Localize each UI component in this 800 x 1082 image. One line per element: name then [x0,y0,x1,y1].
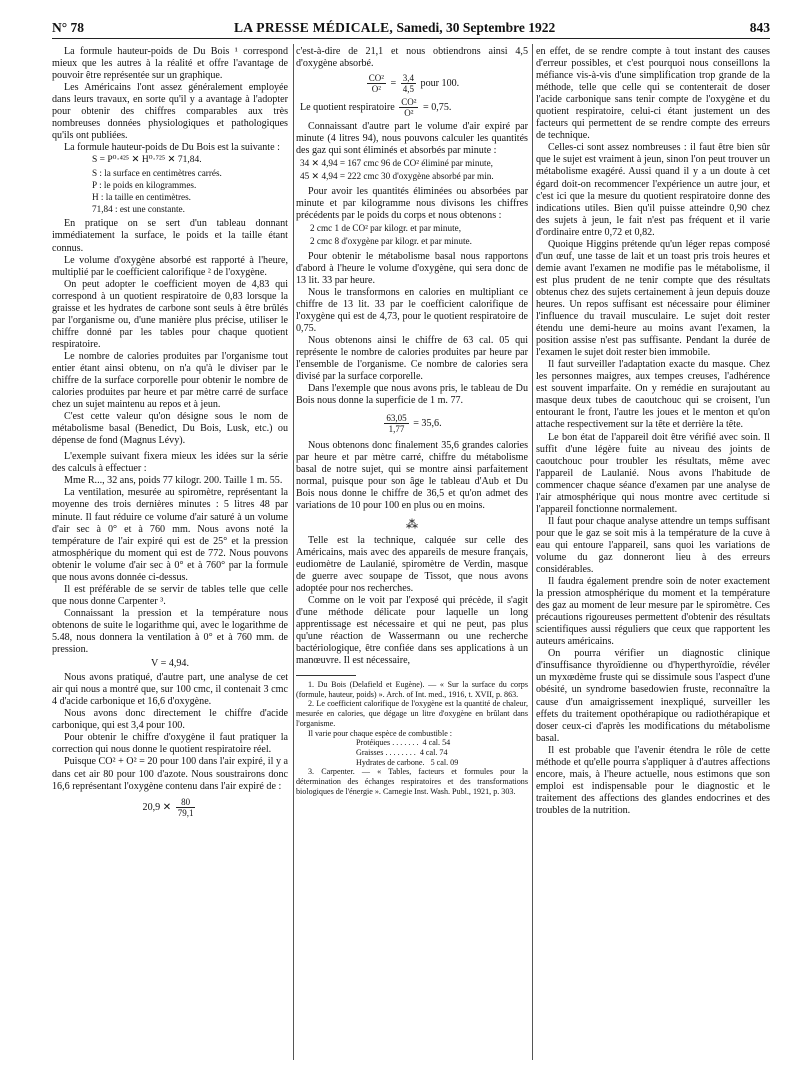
paragraph: Il faut surveiller l'adaptation exacte du masque. Chez les personnes maigres, aux tempes creuses, l'adhérence est souvent imparfaite. On y remédie en surajoutant au masque deux tubes de caoutchouc qui se croisent, l'un entourant le front, l'autre les joues et le menton et qu'on attache respectivement sur la tête et derrière la tête. [536,359,770,431]
footnote: 3. Carpenter. — « Tables, facteurs et formules pour la détermination des échanges respiratoires et des transformations biologiques de l'énergie ». Carnegie Inst. Wash. Publ., 1921, p. 303. [296,767,528,796]
formula [296,413,528,434]
formula [296,73,528,94]
paragraph: Il est probable que l'avenir étendra le rôle de cette méthode et qu'elle pourra s'appliquer à d'autres affections encore, mais, à l'heure actuelle, nous estimons que son emploi est indispensable pour le diagnostic et le traitement des affections des glandes endocrines et des troubles de la nutrition. [536,744,770,816]
paragraph: Pour obtenir le chiffre d'oxygène il faut pratiquer la correction qui nous donne le quotient respiratoire réel. [52,732,288,756]
denominator: O² [404,108,414,119]
formula-legend: 71,84 : est une constante. [92,203,185,214]
denominator: 4,5 [402,84,414,95]
paragraph: Nous avons donc directement le chiffre d'acide carbonique, qui est 3,4 pour 100. [52,708,288,732]
footnote: 2. Le coefficient calorifique de l'oxygène est la quantité de chaleur, mesurée en calories, que dégage un litre d'oxygène en brûlant dans l'organisme. [296,699,528,728]
journal-name: LA PRESSE MÉDICALE, [234,20,394,35]
paragraph: Il faut pour chaque analyse attendre un temps suffisant pour que le gaz se soit mis à la température de la cuve à eau qui entoure l'appareil, sans quoi les variations de volume du gaz donneront lieu à des erreurs considérables. [536,515,770,576]
paragraph: en effet, de se rendre compte à tout instant des causes d'erreur possibles, et c'est pourquoi nous conseillons la méfiance vis-à-vis d'une simplification trop grande de la méthode, telle que celle qui se contenterait de doser l'acide carbonique sans tenir compte de l'oxygène et du quotient respiratoire, celui-ci étant justement un des facteurs qui permettent de se rendre compte des erreurs de technique. [536,46,770,142]
fraction [399,97,418,118]
paragraph: Nous le transformons en calories en multipliant ce chiffre de 13 lit. 33 par le coefficient calorifique de l'oxygène qui est de 4,73, pour le quotient respiratoire de 0,75. [296,286,528,334]
paragraph: On peut adopter le coefficient moyen de 4,83 qui correspond à un quotient respiratoire de 0,83 lorsque la graisse et les hydrates de carbone sont seuls à être brûlés par l'organisme ou, d'une manière plus précise, utiliser le chiffre donné par les tables pour chaque quotient respiratoire. [52,278,288,350]
fraction [176,797,196,818]
footnote-rule [296,675,356,676]
footnote: 1. Du Bois (Delafield et Eugène). — « Sur la surface du corps (formule, hauteur, poids) ». Arch. of Int. med., 1916, t. XVII, p. 863. [296,680,528,699]
section-separator-stars: ⁂ [406,517,418,532]
denominator: 79,1 [177,807,194,818]
paragraph: Mme R..., 32 ans, poids 77 kilogr. 200. Taille 1 m. 55. [64,475,283,487]
formula-legend: S : la surface en centimètres carrés. [92,168,222,179]
formula-text: = 35,6. [413,417,442,429]
formula: 45 ✕ 4,94 = 222 cmc 30 d'oxygène absorbé par min. [300,171,494,182]
fraction [401,73,416,94]
paragraph: L'exemple suivant fixera mieux les idées sur la série des calculs à effectuer : [52,451,288,475]
formula: 34 ✕ 4,94 = 167 cmc 96 de CO² éliminé par minute, [300,158,493,169]
fraction [384,413,408,434]
formula: S = P⁰·⁴²⁵ ✕ H⁰·⁷²⁵ ✕ 71,84. [92,155,202,166]
numerator: 63,05 [386,413,407,424]
paragraph: Connaissant la pression et la température nous obtenons de suite le logarithme qui, avec le logarithme de 5.48, nous donnera la ventilation à 0° et à 760 mm. de pression. [52,607,288,656]
paragraph: Le volume d'oxygène absorbé est rapporté à l'heure, multiplié par le coefficient calorifique ² de l'oxygène. [52,254,288,278]
paragraph: Nous obtenons ainsi le chiffre de 63 cal. 05 qui représente le nombre de calories produites par heure par l'ensemble de l'organisme. Ce nombre de calories sera divisé par la surface corporelle. [296,334,528,383]
footnote-table-row: Protéiques . . . . . . . 4 cal. 54 [356,738,451,748]
formula: 2 cmc 1 de CO² par kilogr. et par minute, [310,222,461,233]
numerator: 3,4 [402,73,414,84]
paragraph: La ventilation, mesurée au spiromètre, représentant la moyenne des trois dernières minutes : 5 litres 48 par minute. Il faut réduire ce volume d'air saturé à un volume d'air sec à 0° et à 760 mm. Nous avons noté la température de l'air expiré qui est de 25° et la pression atmosphérique du moment qui est de 772. Nous pouvons obtenir le volume d'air sec à 0° et à 760° par la formule que nous avons donnée ci-dessus. [52,487,288,583]
paragraph: c'est-à-dire de 21,1 et nous obtiendrons ainsi 4,5 d'oxygène absorbé. [296,46,528,70]
denominator: 1,77 [388,424,405,435]
paragraph: Quoique Higgins prétende qu'un léger repas composé d'un œuf, une tasse de lait et un toast pris trois heures et demie avant l'examen ne modifie pas le métabolisme, il est plus prudent de ne tenir compte que des résultats obtenus chez des sujets certainement à jeun depuis douze heures. Un repos suffisant est nécessaire pour éliminer l'influence du travail musculaire. Le sujet doit rester étendu une demi-heure au moins avant l'examen, la position assise n'est pas suffisante. Pendant la durée de l'examen le sujet doit rester bien immobile. [536,238,770,359]
fraction [367,73,386,94]
column-3 [536,46,770,817]
formula: V = 4,94. [150,658,190,670]
column-1 [52,46,288,820]
paragraph: Nous obtenons donc finalement 35,6 grandes calories par heure et par mètre carré, chiffre du métabolisme basal de notre sujet, qui se montre ainsi parfaitement normal, puisque pour son âge le tableau d'Aub et Du Bois nous donne le chiffre de 36,5 et qu'on admet des variations de 10 pour 100 en plus ou en moins. [296,440,528,512]
page-number: 843 [749,20,770,35]
footnote-table-row: Hydrates de carbone. 5 cal. 09 [356,757,459,767]
header-rule [52,38,770,39]
paragraph: Le bon état de l'appareil doit être vérifié avec soin. Il suffit d'une légère fuite au niveau des joints de caoutchouc pour troubler les résultats, même avec l'appareil de Laulanié. Nous avons l'habitude de commencer chaque séance d'examen par une analyse de l'air atmosphérique qui nous montre avec certitude si l'appareil fonctionne normalement. [536,431,770,515]
numerator: CO² [368,73,384,84]
formula-text: 20,9 ✕ [142,801,172,813]
formula [52,797,288,818]
formula [300,97,528,118]
paragraph: La formule hauteur-poids de Du Bois est la suivante : [64,142,280,154]
paragraph: Il faudra également prendre soin de noter exactement la pression atmosphérique du moment et la température des gaz au moment de leur mesure par le spiromètre. Ces précautions rigoureuses permettent d'obtenir des résultats scientifiques aussi réguliers que ceux que rapportent les auteurs américains. [536,576,770,648]
paragraph: En pratique on se sert d'un tableau donnant immédiatement la surface, le poids et la taille étant connus. [52,218,288,254]
paragraph: Nous avons pratiqué, d'autre part, une analyse de cet air qui nous a montré que, sur 100 cmc, il contenait 3 cmc 4 d'acide carbonique et 16,6 d'oxygène. [52,672,288,708]
column-separator [532,44,533,1060]
formula-text: = 0,75. [423,101,452,113]
formula-legend: P : le poids en kilogrammes. [92,180,197,191]
formula-legend: H : la taille en centimètres. [92,191,191,202]
footnote-table-row: Graisses . . . . . . . . 4 cal. 74 [356,747,448,757]
numerator: CO² [401,97,417,108]
equals-sign: = [390,77,397,89]
paragraph: Pour obtenir le métabolisme basal nous rapportons d'abord à l'heure le volume d'oxygène, qui sera donc de 13 lit. 33 par heure. [296,250,528,286]
paragraph: On pourra vérifier un diagnostic clinique d'insuffisance thyroïdienne ou d'hyperthyroïdie, révéler un myxœdème fruste qui se dissimule sous l'aspect d'une obésité, un syndrome basedowien fruste, reconnaître la cause d'un amaigrissement inexpliqué, surveiller les effets du traitement opothérapique ou radiothérapique et doser ceux-ci d'après les modifications du métabolisme basal. [536,648,770,744]
formula-text: pour 100. [420,77,460,89]
numerator: 80 [176,797,196,808]
paragraph: Puisque CO² + O² = 20 pour 100 dans l'air expiré, il y a dans cet air 80 pour 100 d'azote. Nous soustrairons donc 16,6 représentant l'oxygène contenu dans l'air expiré de : [52,756,288,792]
column-separator [293,44,294,1060]
paragraph: Connaissant d'autre part le volume d'air expiré par minute (4 litres 94), nous pouvons calculer les quantités des gaz qui sont éliminés et absorbés par minute : [296,121,528,157]
paragraph: Celles-ci sont assez nombreuses : il faut être bien sûr que le sujet est vraiment à jeun, sinon l'on peut trouver un métabolisme exagéré. Aussi quand il y a un doute à cet égard doit-on recommencer l'expérience un autre jour, et c'est ici que la mesure du quotient respiratoire donne des indications utiles. Bien qu'il puisse atteindre 0,90 chez des sujets à jeun, le fait n'est pas fréquent et il varie d'ordinaire entre 0,72 et 0,82. [536,142,770,238]
paragraph: Le nombre de calories produites par l'organisme tout entier étant ainsi obtenu, on n'a qu'à le diviser par le chiffre de la surface corporelle pour obtenir le nombre de calories produites par heure et par mètre carré de surface chez un sujet maintenu au repos et à jeun. [52,350,288,411]
paragraph: La formule hauteur-poids de Du Bois ¹ correspond mieux que les autres à la réalité et offre l'avantage de pouvoir être représentée sur un graphique. [52,46,288,82]
footnote: Il varie pour chaque espèce de combustible : [308,728,453,738]
formula-text: Le quotient respiratoire [300,101,395,113]
paragraph: Pour avoir les quantités éliminées ou absorbées par minute et par kilogramme nous divisons les chiffres précédents par le poids du corps et nous obtenons : [296,185,528,221]
issue-number: N° 78 [52,20,85,35]
paragraph: C'est cette valeur qu'on désigne sous le nom de métabolisme basal (Benedict, Du Bois, Lusk, etc.) ou dépense de fond (Magnus Lévy). [52,411,288,447]
paragraph: Il est préférable de se servir de tables telle que celle que nous donne Carpenter ³. [52,583,288,607]
column-2 [296,46,528,796]
journal-title [234,20,555,36]
denominator: O² [371,84,381,95]
paragraph: Les Américains l'ont assez généralement employée dans leurs travaux, en sorte qu'il y a avantage à l'adopter pour obtenir des chiffres comparables aux très nombreuses données physiologiques et pathologiques qu'ils ont publiées. [52,82,288,142]
issue-date: Samedi, 30 Septembre 1922 [396,20,556,35]
paragraph: Dans l'exemple que nous avons pris, le tableau de Du Bois nous donne la superficie de 1 m. 77. [296,383,528,407]
paragraph: Telle est la technique, calquée sur celle des Américains, mais avec des appareils de mesure français, eudiomètre de Laulanié, spiromètre de Verdin, masque de guerre avec soupape de Tissot, que nous avons adoptée pour nos recherches. [296,534,528,594]
formula: 2 cmc 8 d'oxygène par kilogr. et par minute. [310,235,472,246]
page-header [52,20,770,36]
paragraph: Comme on le voit par l'exposé qui précède, il s'agit d'une méthode délicate pour laquelle un long apprentissage est nécessaire et qui ne peut, pas plus qu'une réaction de Wassermann ou une recherche bactériologique, être confiée dans ses applications à un manœuvre. Il est nécessaire, [296,594,528,666]
